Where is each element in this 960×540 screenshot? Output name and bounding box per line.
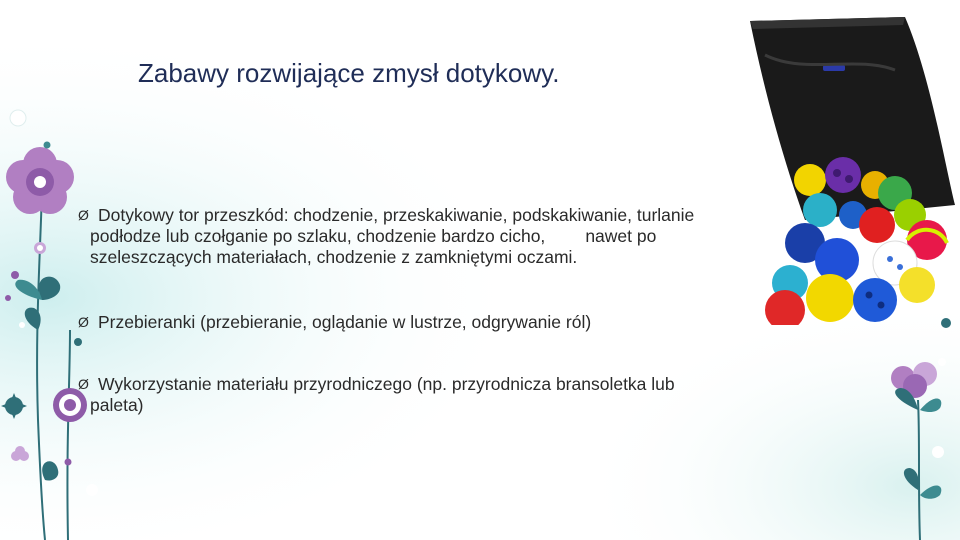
bullet-line-part: nawet po bbox=[585, 226, 657, 246]
bullet-marker-icon: Ø bbox=[78, 314, 89, 330]
bullet-item bbox=[90, 205, 790, 268]
slide-title: Zabawy rozwijające zmysł dotykowy. bbox=[138, 58, 560, 88]
bullet-line-part: podłodze lub czołganie po szlaku, chodzenie bardzo cicho, bbox=[90, 226, 546, 246]
bullet-marker-icon: Ø bbox=[78, 207, 89, 223]
bullet-line: Dotykowy tor przeszkód: chodzenie, przeskakiwanie, podskakiwanie, turlanie bbox=[98, 205, 695, 225]
bullet-line: Przebieranki (przebieranie, oglądanie w lustrze, odgrywanie ról) bbox=[98, 312, 592, 332]
sensory-balls-bag-icon bbox=[745, 15, 960, 325]
bullet-item bbox=[90, 374, 780, 416]
bullet-line bbox=[90, 226, 790, 247]
bullet-line: paleta) bbox=[90, 395, 144, 415]
bullet-line: szeleszczących materiałach, chodzenie z zamkniętymi oczami. bbox=[90, 247, 578, 267]
bullet-line: Wykorzystanie materiału przyrodniczego (np. przyrodnicza bransoletka lub bbox=[98, 374, 675, 394]
bullet-item bbox=[98, 312, 778, 333]
flower-stem-icon bbox=[891, 318, 951, 540]
bullet-marker-icon: Ø bbox=[78, 376, 89, 392]
